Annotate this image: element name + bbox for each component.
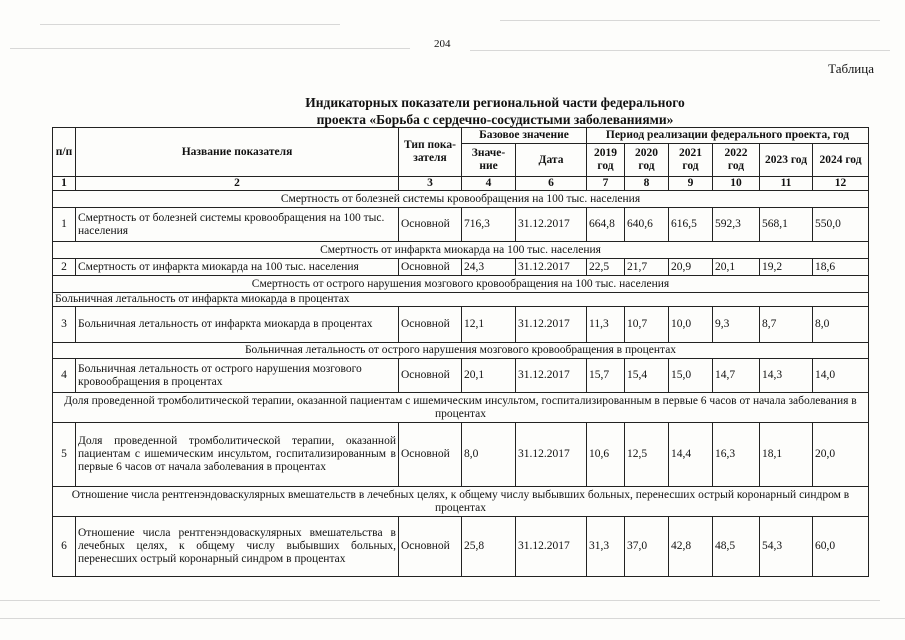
table-row [53,208,869,242]
base-date: 31.12.2017 [516,208,587,242]
scan-artifact [470,50,890,51]
year-value: 592,3 [713,208,760,242]
base-date: 31.12.2017 [516,517,587,577]
col-number: 11 [760,177,813,191]
section-title: Смертность от острого нарушения мозгового кровообращения на 100 тыс. населения [53,276,869,293]
indicator-type: Основной [399,423,462,487]
base-value: 20,1 [462,359,516,393]
table-row [53,307,869,343]
section-row [53,191,869,208]
year-value: 37,0 [625,517,669,577]
document-title [0,94,905,128]
col-number: 6 [516,177,587,191]
base-date: 31.12.2017 [516,259,587,276]
col-number: 10 [713,177,760,191]
indicator-name: Смертность от болезней системы кровообращения на 100 тыс. населения [76,208,399,242]
page-number: 204 [434,38,451,50]
indicator-name: Больничная летальность от острого нарушения мозгового кровообращения в процентах [76,359,399,393]
year-value: 8,7 [760,307,813,343]
table-row [53,423,869,487]
table-label: Таблица [828,61,874,76]
year-value: 42,8 [669,517,713,577]
col-number: 9 [669,177,713,191]
year-value: 60,0 [813,517,869,577]
row-number: 4 [53,359,76,393]
base-value: 8,0 [462,423,516,487]
header-type: Тип пока-зателя [399,128,462,177]
indicator-type: Основной [399,307,462,343]
year-value: 54,3 [760,517,813,577]
section-title: Смертность от инфаркта миокарда на 100 тыс. населения [53,242,869,259]
section-row [53,242,869,259]
header-year: 2024 год [813,144,869,177]
row-number: 5 [53,423,76,487]
header-year: 2020 год [625,144,669,177]
base-value: 24,3 [462,259,516,276]
base-date: 31.12.2017 [516,423,587,487]
section-row [53,293,869,307]
header-base: Базовое значение [462,128,587,144]
section-title: Больничная летальность от инфаркта миокарда в процентах [53,293,869,307]
year-value: 14,0 [813,359,869,393]
year-value: 14,4 [669,423,713,487]
scan-artifact [40,24,340,25]
col-number: 3 [399,177,462,191]
year-value: 18,1 [760,423,813,487]
indicator-name: Смертность от инфаркта миокарда на 100 тыс. населения [76,259,399,276]
year-value: 20,0 [813,423,869,487]
section-row [53,276,869,293]
year-value: 10,7 [625,307,669,343]
year-value: 8,0 [813,307,869,343]
col-number: 1 [53,177,76,191]
section-row [53,487,869,517]
base-value: 12,1 [462,307,516,343]
section-row [53,393,869,423]
title-line-1: Индикаторных показатели региональной части федерального [305,95,685,110]
year-value: 11,3 [587,307,625,343]
table-row [53,259,869,276]
header-num: п/п [53,128,76,177]
indicator-name: Больничная летальность от инфаркта миокарда в процентах [76,307,399,343]
header-value: Значе-ние [462,144,516,177]
header-date: Дата [516,144,587,177]
year-value: 550,0 [813,208,869,242]
year-value: 31,3 [587,517,625,577]
indicator-name: Доля проведенной тромболитической терапии, оказанной пациентам с ишемическим инсультом, госпитализированным в первые 6 часов от начала заболевания в процентах [76,423,399,487]
indicator-name: Отношение числа рентгенэндоваскулярных вмешательства в лечебных целях, к общему числу выбывших больных, перенесших острый коронарный синдром в процентах [76,517,399,577]
scan-artifact [0,600,880,601]
row-number: 1 [53,208,76,242]
year-value: 10,6 [587,423,625,487]
col-number: 8 [625,177,669,191]
year-value: 664,8 [587,208,625,242]
row-number: 3 [53,307,76,343]
col-number: 12 [813,177,869,191]
base-date: 31.12.2017 [516,359,587,393]
row-number: 2 [53,259,76,276]
year-value: 10,0 [669,307,713,343]
year-value: 9,3 [713,307,760,343]
section-row [53,343,869,359]
year-value: 22,5 [587,259,625,276]
scan-artifact [10,48,410,49]
header-row [53,128,869,144]
header-period: Период реализации федерального проекта, год [587,128,869,144]
indicators-table [52,127,869,577]
title-line-2: проекта «Борьба с сердечно-сосудистыми заболеваниями» [316,112,674,127]
header-name: Название показателя [76,128,399,177]
year-value: 16,3 [713,423,760,487]
year-value: 14,7 [713,359,760,393]
year-value: 15,7 [587,359,625,393]
indicator-type: Основной [399,517,462,577]
indicator-type: Основной [399,259,462,276]
section-title: Смертность от болезней системы кровообращения на 100 тыс. населения [53,191,869,208]
year-value: 15,4 [625,359,669,393]
col-number: 4 [462,177,516,191]
table-row [53,359,869,393]
section-title: Отношение числа рентгенэндоваскулярных вмешательств в лечебных целях, к общему числу выбывших больных, перенесших острый коронарный синдром в процентах [53,487,869,517]
year-value: 19,2 [760,259,813,276]
year-value: 48,5 [713,517,760,577]
header-year: 2019 год [587,144,625,177]
year-value: 568,1 [760,208,813,242]
year-value: 20,1 [713,259,760,276]
header-year: 2023 год [760,144,813,177]
header-year: 2022 год [713,144,760,177]
base-date: 31.12.2017 [516,307,587,343]
year-value: 15,0 [669,359,713,393]
year-value: 21,7 [625,259,669,276]
col-number: 2 [76,177,399,191]
year-value: 14,3 [760,359,813,393]
year-value: 18,6 [813,259,869,276]
col-number: 7 [587,177,625,191]
header-year: 2021 год [669,144,713,177]
indicator-type: Основной [399,208,462,242]
year-value: 616,5 [669,208,713,242]
section-title: Больничная летальность от острого нарушения мозгового кровообращения в процентах [53,343,869,359]
row-number: 6 [53,517,76,577]
indicator-type: Основной [399,359,462,393]
column-number-row [53,177,869,191]
scan-artifact [0,618,905,619]
base-value: 25,8 [462,517,516,577]
section-title: Доля проведенной тромболитической терапии, оказанной пациентам с ишемическим инсультом, госпитализированным в первые 6 часов от начала заболевания в процентах [53,393,869,423]
year-value: 20,9 [669,259,713,276]
year-value: 640,6 [625,208,669,242]
base-value: 716,3 [462,208,516,242]
year-value: 12,5 [625,423,669,487]
table-row [53,517,869,577]
scan-artifact [500,20,880,21]
